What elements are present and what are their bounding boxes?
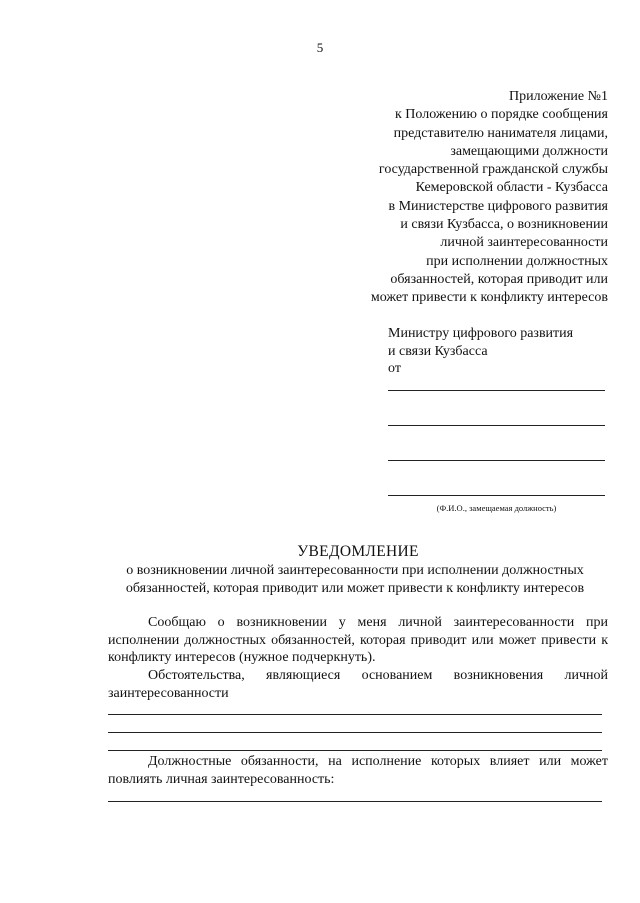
appendix-line: при исполнении должностных [426, 253, 608, 269]
duties-paragraph: Должностные обязанности, на исполнение которых влияет или может повлиять личная заинтересованность: [108, 754, 608, 787]
duties-fill-line[interactable] [108, 801, 602, 802]
appendix-line: в Министерстве цифрового развития [388, 198, 608, 214]
statement-paragraph: Сообщаю о возникновении у меня личной заинтересованности при исполнении должностных обязанностей, которая приводит или может привести к конфликту интересов (нужное подчеркнуть). [108, 615, 608, 666]
sender-fill-line[interactable] [388, 460, 605, 461]
appendix-line: Приложение №1 [509, 89, 608, 104]
appendix-line: замещающими должности [450, 143, 608, 159]
sender-fill-line[interactable] [388, 425, 605, 426]
circumstances-fill-line[interactable] [108, 732, 602, 733]
appendix-line: обязанностей, которая приводит или [390, 271, 608, 287]
fio-caption: (Ф.И.О., замещаемая должность) [436, 503, 557, 513]
appendix-line: может привести к конфликту интересов [370, 290, 608, 306]
appendix-line: государственной гражданской службы [378, 162, 608, 178]
appendix-line: Кемеровской области - Кузбасса [415, 180, 608, 196]
circumstances-paragraph: Обстоятельства, являющиеся основанием возникновения личной заинтересованности [108, 668, 608, 701]
addressee-line-1: Министру цифрового развития [388, 326, 574, 341]
appendix-line: личной заинтересованности [440, 235, 608, 251]
addressee-line-2: и связи Кузбасса [388, 343, 488, 359]
addressee-from-label: от [388, 361, 401, 376]
addressee-block [388, 325, 573, 378]
circumstances-fill-line[interactable] [108, 714, 602, 715]
notice-title: УВЕДОМЛЕНИЕ [297, 543, 419, 560]
sender-fill-line[interactable] [388, 390, 605, 391]
circumstances-fill-line[interactable] [108, 750, 602, 751]
appendix-heading [371, 88, 608, 308]
appendix-line: и связи Кузбасса, о возникновении [400, 217, 608, 233]
page-number: 5 [316, 40, 324, 55]
appendix-line: к Положению о порядке сообщения [395, 107, 608, 123]
sender-fill-line[interactable] [388, 495, 605, 496]
appendix-line: представителю нанимателя лицами, [393, 125, 608, 141]
notice-subtitle: о возникновении личной заинтересованности при исполнении должностных обязанностей, которая приводит или может привести к конфликту интересов [125, 563, 585, 596]
